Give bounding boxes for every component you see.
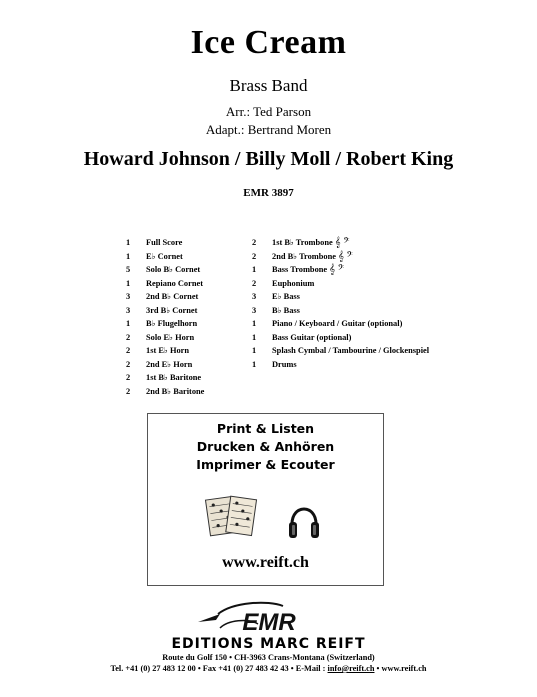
part-name-text: 1st E♭ Horn bbox=[146, 346, 190, 355]
part-row bbox=[252, 317, 452, 331]
part-name bbox=[146, 236, 182, 250]
part-row bbox=[126, 263, 246, 277]
promo-line-drucken: Drucken & Anhören bbox=[196, 439, 335, 454]
promo-line-print-listen: Print & Listen bbox=[216, 421, 315, 436]
part-name-text: Bass Trombone bbox=[272, 265, 328, 274]
part-name-text: Bass Guitar (optional) bbox=[272, 332, 352, 342]
part-name bbox=[146, 317, 197, 331]
contact-website[interactable]: • www.reift.ch bbox=[374, 664, 427, 673]
part-quantity: 2 bbox=[126, 386, 131, 396]
promo-url-link[interactable]: www.reift.ch bbox=[222, 554, 309, 571]
part-row bbox=[126, 385, 246, 399]
parts-list-right bbox=[252, 236, 452, 371]
composers-credit: Howard Johnson / Billy Moll / Robert King bbox=[83, 148, 454, 170]
part-name bbox=[272, 358, 297, 372]
part-name bbox=[272, 277, 314, 291]
catalog-code: EMR 3897 bbox=[243, 187, 294, 199]
contact-email-link[interactable]: info@reift.ch bbox=[327, 664, 375, 673]
part-row bbox=[126, 277, 246, 291]
part-name-text: 2nd B♭ Trombone bbox=[272, 251, 336, 261]
part-name-text: Full Score bbox=[146, 238, 183, 247]
part-name-text: Solo E♭ Horn bbox=[146, 332, 195, 342]
part-row bbox=[252, 331, 452, 345]
part-row bbox=[252, 290, 452, 304]
part-quantity: 2 bbox=[252, 238, 257, 247]
part-row bbox=[126, 317, 246, 331]
part-row bbox=[126, 371, 246, 385]
part-name-text: Solo B♭ Cornet bbox=[146, 265, 201, 274]
part-row bbox=[252, 304, 452, 318]
part-row bbox=[252, 277, 452, 291]
part-quantity: 2 bbox=[252, 251, 257, 261]
part-name bbox=[146, 344, 189, 358]
contact-phone-fax: Tel. +41 (0) 27 483 12 00 • Fax +41 (0) 27 483 42 43 • E-Mail : bbox=[110, 664, 328, 673]
part-quantity: 2 bbox=[126, 373, 131, 382]
part-name bbox=[146, 290, 198, 304]
part-row bbox=[126, 344, 246, 358]
part-quantity: 1 bbox=[126, 278, 131, 288]
part-quantity: 1 bbox=[252, 332, 257, 342]
part-name-text: B♭ Flugelhorn bbox=[146, 319, 198, 328]
part-quantity: 1 bbox=[126, 238, 131, 247]
part-quantity: 3 bbox=[252, 292, 257, 301]
part-name-text: 1st B♭ Trombone bbox=[272, 238, 333, 247]
arranger-credit: Arr.: Ted Parson bbox=[225, 104, 312, 119]
part-name-text: B♭ Bass bbox=[272, 305, 300, 315]
part-name-text: Piano / Keyboard / Guitar (optional) bbox=[272, 319, 403, 328]
part-quantity: 2 bbox=[126, 359, 131, 369]
part-row bbox=[252, 263, 452, 277]
part-row bbox=[126, 236, 246, 250]
part-name bbox=[146, 371, 201, 385]
part-name bbox=[146, 304, 197, 318]
part-name bbox=[146, 331, 194, 345]
part-row bbox=[252, 358, 452, 372]
part-name-text: 2nd B♭ Cornet bbox=[146, 292, 199, 301]
part-row bbox=[126, 331, 246, 345]
part-name bbox=[272, 250, 353, 264]
part-quantity: 1 bbox=[126, 319, 131, 328]
part-quantity: 3 bbox=[126, 305, 131, 315]
publisher-address: Route du Golf 150 • CH-3963 Crans-Montana (Switzerland) bbox=[162, 653, 375, 662]
part-name-text: 3rd B♭ Cornet bbox=[146, 305, 198, 315]
part-quantity: 1 bbox=[126, 251, 131, 261]
part-quantity: 2 bbox=[126, 332, 131, 342]
part-name bbox=[272, 317, 402, 331]
headphones-icon bbox=[286, 494, 322, 544]
part-name-text: E♭ Bass bbox=[272, 292, 300, 301]
promo-line-imprimer: Imprimer & Ecouter bbox=[196, 457, 335, 472]
part-quantity: 5 bbox=[126, 265, 131, 274]
page-subtitle: Brass Band bbox=[229, 76, 308, 95]
sheet-music-icon bbox=[204, 492, 258, 542]
part-name-text: E♭ Cornet bbox=[146, 251, 183, 261]
emr-logo-text: EMR bbox=[242, 609, 296, 636]
part-name bbox=[146, 250, 183, 264]
part-quantity: 1 bbox=[252, 319, 257, 328]
part-row bbox=[252, 250, 452, 264]
part-name bbox=[146, 358, 192, 372]
part-name-text: Euphonium bbox=[272, 278, 315, 288]
part-quantity: 3 bbox=[126, 292, 131, 301]
part-row bbox=[126, 250, 246, 264]
part-row bbox=[126, 358, 246, 372]
part-row bbox=[252, 236, 452, 250]
part-row bbox=[126, 290, 246, 304]
parts-list-left bbox=[126, 236, 246, 398]
part-name-text: 1st B♭ Baritone bbox=[146, 373, 202, 382]
part-name-text: 2nd B♭ Baritone bbox=[146, 386, 205, 396]
part-name bbox=[272, 263, 344, 277]
part-quantity: 1 bbox=[252, 265, 257, 274]
part-row bbox=[126, 304, 246, 318]
part-row bbox=[252, 344, 452, 358]
promo-box bbox=[147, 413, 384, 586]
part-name bbox=[272, 290, 300, 304]
part-name-text: Repiano Cornet bbox=[146, 278, 203, 288]
publisher-contact bbox=[0, 664, 537, 673]
part-name bbox=[272, 304, 300, 318]
part-name bbox=[272, 331, 351, 345]
part-name bbox=[146, 263, 200, 277]
part-name bbox=[272, 344, 429, 358]
part-quantity: 3 bbox=[252, 305, 257, 315]
page-title: Ice Cream bbox=[190, 24, 347, 61]
publisher-name: EDITIONS MARC REIFT bbox=[171, 636, 366, 652]
clef-icons: 𝄞 𝄢 bbox=[334, 237, 350, 248]
adapter-credit: Adapt.: Bertrand Moren bbox=[205, 122, 332, 137]
part-quantity: 1 bbox=[252, 359, 257, 369]
part-name-text: 2nd E♭ Horn bbox=[146, 359, 193, 369]
part-name bbox=[146, 385, 204, 399]
part-name bbox=[146, 277, 203, 291]
clef-icons: 𝄞 𝄢 bbox=[329, 264, 344, 275]
part-name-text: Drums bbox=[272, 359, 297, 369]
part-quantity: 2 bbox=[126, 346, 131, 355]
clef-icons: 𝄞 𝄢 bbox=[338, 250, 353, 262]
part-name-text: Splash Cymbal / Tambourine / Glockenspiel bbox=[272, 346, 430, 355]
part-quantity: 2 bbox=[252, 278, 257, 288]
part-name bbox=[272, 236, 350, 250]
part-quantity: 1 bbox=[252, 346, 257, 355]
